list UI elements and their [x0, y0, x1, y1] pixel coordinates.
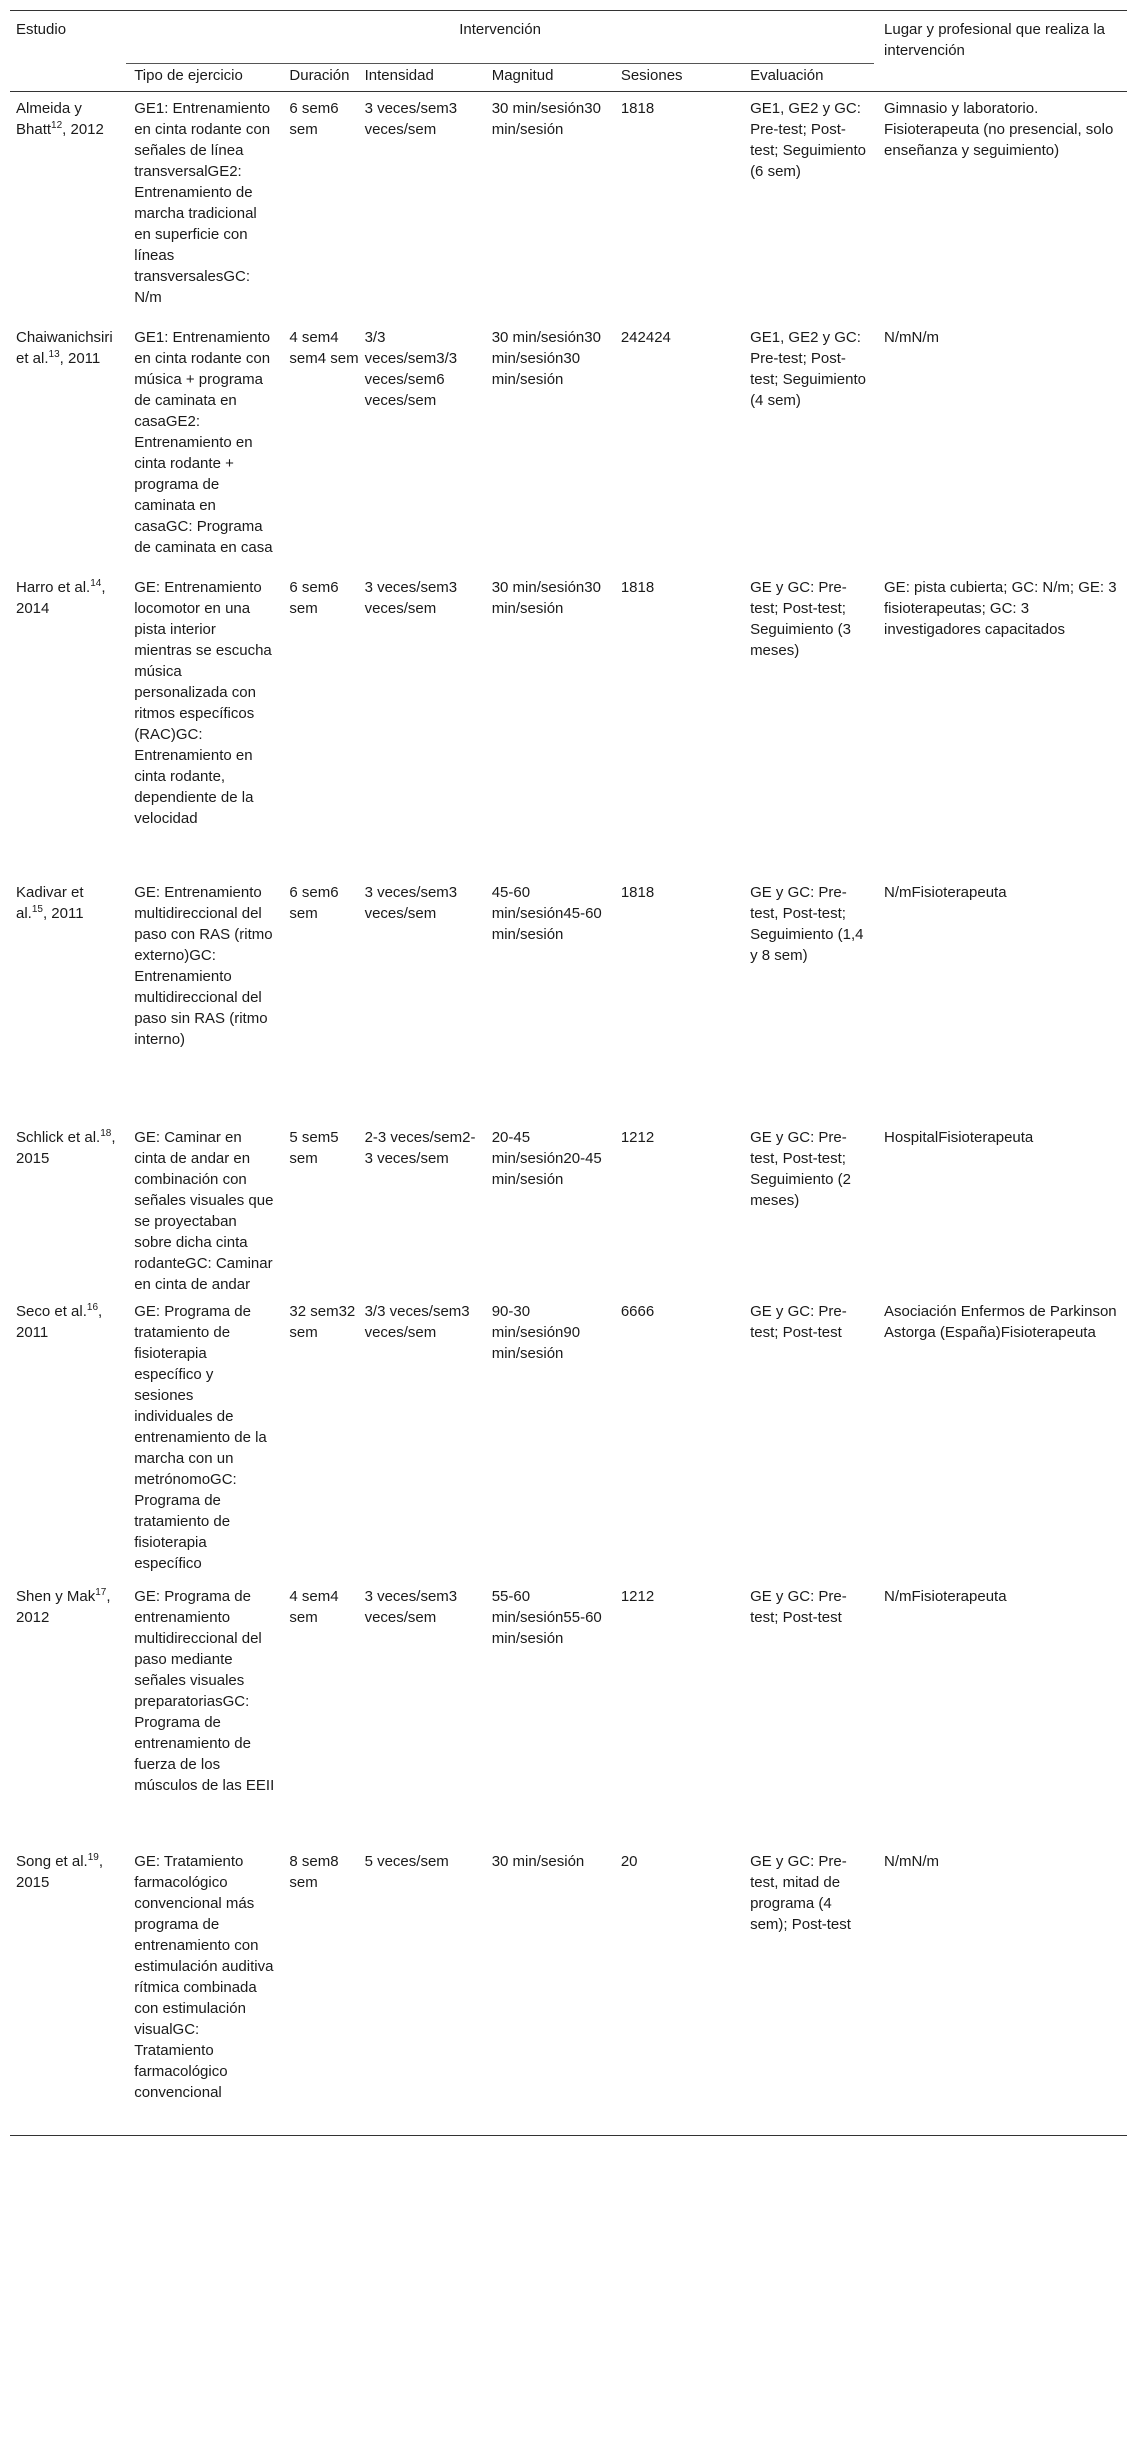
- study-year: , 2011: [16, 1303, 103, 1341]
- cell-intensidad: 3/3 veces/sem3/3 veces/sem6 veces/sem: [364, 329, 458, 409]
- cell-duracion: 32 sem32 sem: [289, 1303, 356, 1341]
- cell-lugar: N/mN/m: [884, 1853, 940, 1870]
- cell-magnitud: 45-60 min/sesión45-60 min/sesión: [491, 884, 602, 943]
- study-year: , 2011: [42, 905, 84, 922]
- cell-duracion: 8 sem8 sem: [289, 1853, 339, 1891]
- cell-evaluacion: GE y GC: Pre-test; Post-test; Seguimiento (3 meses): [750, 579, 851, 659]
- cell-estudio: [10, 1295, 126, 1580]
- table-row: [10, 1580, 1127, 1845]
- cell-magnitud: 20-45 min/sesión20-45 min/sesión: [491, 1129, 602, 1188]
- table-row: [10, 876, 1127, 1121]
- cell-intensidad: 3/3 veces/sem3 veces/sem: [364, 1303, 470, 1341]
- cell-lugar: N/mN/m: [884, 329, 940, 346]
- table-row: [10, 571, 1127, 876]
- study-ref: 14: [90, 578, 102, 589]
- cell-estudio: [10, 321, 126, 571]
- study-year: , 2012: [16, 1588, 111, 1626]
- cell-sesiones: 1212: [620, 1588, 655, 1605]
- table-row: [10, 321, 1127, 571]
- cell-evaluacion: GE y GC: Pre-test, mitad de programa (4 sem); Post-test: [750, 1853, 851, 1933]
- cell-duracion: 6 sem6 sem: [289, 579, 339, 617]
- header-lugar: Lugar y profesional que realiza la intervención: [884, 21, 1105, 59]
- table-row: [10, 91, 1127, 321]
- cell-estudio: [10, 1580, 126, 1845]
- cell-sesiones: 20: [620, 1853, 638, 1870]
- cell-tipo: GE: Entrenamiento locomotor en una pista interior mientras se escucha música personalizada con ritmos específicos (RAC)GC: Entrenamiento en cinta rodante, dependiente de la velocidad: [134, 579, 272, 827]
- cell-intensidad: 2-3 veces/sem2-3 veces/sem: [364, 1129, 476, 1167]
- cell-tipo: GE: Programa de tratamiento de fisioterapia específico y sesiones individuales de entrenamiento de la marcha con un metrónomoGC: Programa de tratamiento de fisioterapia específico: [134, 1303, 267, 1572]
- study-year: , 2014: [16, 579, 106, 617]
- study-ref: 17: [95, 1587, 107, 1598]
- header-magnitud: Magnitud: [491, 66, 554, 84]
- cell-sesiones: 242424: [620, 329, 671, 346]
- study-author: Chaiwanichsiri et al.: [16, 329, 113, 367]
- cell-lugar: HospitalFisioterapeuta: [884, 1129, 1034, 1146]
- cell-sesiones: 6666: [620, 1303, 655, 1320]
- cell-magnitud: 90-30 min/sesión90 min/sesión: [491, 1303, 581, 1362]
- cell-lugar: Gimnasio y laboratorio. Fisioterapeuta (no presencial, solo enseñanza y seguimiento): [884, 99, 1114, 159]
- cell-evaluacion: GE y GC: Pre-test; Post-test: [750, 1588, 847, 1626]
- study-ref: 15: [31, 904, 43, 915]
- cell-sesiones: 1212: [620, 1129, 655, 1146]
- cell-magnitud: 30 min/sesión30 min/sesión: [491, 99, 601, 138]
- cell-duracion: 5 sem5 sem: [289, 1129, 339, 1167]
- cell-duracion: 4 sem4 sem4 sem: [289, 329, 359, 367]
- header-sesiones: Sesiones: [620, 66, 683, 84]
- cell-evaluacion: GE1, GE2 y GC: Pre-test; Post-test; Seguimiento (6 sem): [750, 99, 866, 180]
- header-evaluacion: Evaluación: [750, 66, 824, 84]
- cell-estudio: [10, 571, 126, 876]
- cell-intensidad: 3 veces/sem3 veces/sem: [364, 1588, 458, 1626]
- study-year: , 2012: [62, 120, 104, 138]
- cell-lugar: N/mFisioterapeuta: [884, 884, 1007, 901]
- cell-evaluacion: GE y GC: Pre-test, Post-test; Seguimiento (2 meses): [750, 1129, 851, 1209]
- header-estudio: Estudio: [16, 21, 67, 38]
- intervention-table: [10, 10, 1127, 2136]
- cell-intensidad: 3 veces/sem3 veces/sem: [364, 884, 458, 922]
- cell-tipo: GE: Tratamiento farmacológico convencional más programa de entrenamiento con estimulación auditiva rítmica combinada con estimulación visualGC: Tratamiento farmacológico convencional: [134, 1853, 274, 2101]
- cell-tipo: GE: Entrenamiento multidireccional del paso con RAS (ritmo externo)GC: Entrenamiento multidireccional del paso sin RAS (ritmo interno): [134, 884, 273, 1048]
- table-row: [10, 1295, 1127, 1580]
- cell-tipo: GE1: Entrenamiento en cinta rodante con música + programa de caminata en casaGE2: Entrenamiento en cinta rodante + programa de caminata en casaGC: Programa de caminata en casa: [134, 329, 273, 556]
- study-author: Seco et al.: [16, 1303, 87, 1320]
- study-year: , 2015: [16, 1853, 104, 1891]
- study-year: , 2011: [59, 350, 101, 367]
- cell-intensidad: 5 veces/sem: [364, 1853, 449, 1870]
- cell-lugar: N/mFisioterapeuta: [884, 1588, 1007, 1605]
- header-intensidad: Intensidad: [364, 66, 434, 84]
- cell-intensidad: 3 veces/sem3 veces/sem: [364, 579, 458, 617]
- cell-sesiones: 1818: [620, 99, 655, 117]
- header-duracion: Duración: [289, 66, 350, 84]
- study-year: , 2015: [16, 1129, 116, 1167]
- study-ref: 16: [86, 1302, 99, 1313]
- cell-tipo: GE: Programa de entrenamiento multidireccional del paso mediante señales visuales preparatoriasGC: Programa de entrenamiento de fuerza de los músculos de las EEII: [134, 1588, 275, 1794]
- study-author: Kadivar et al.: [16, 884, 84, 922]
- cell-duracion: 6 sem6 sem: [289, 99, 339, 138]
- cell-estudio: [10, 91, 126, 321]
- table-body: [10, 91, 1127, 2135]
- cell-tipo: GE1: Entrenamiento en cinta rodante con señales de línea transversalGE2: Entrenamiento de marcha tradicional en superficie con líneas transversalesGC: N/m: [134, 99, 271, 306]
- cell-duracion: 6 sem6 sem: [289, 884, 339, 922]
- cell-duracion: 4 sem4 sem: [289, 1588, 339, 1626]
- study-ref: 12: [51, 119, 63, 131]
- study-author: Shen y Mak: [16, 1588, 96, 1605]
- study-ref: 13: [48, 349, 60, 360]
- cell-estudio: [10, 1845, 126, 2135]
- cell-intensidad: 3 veces/sem3 veces/sem: [364, 99, 458, 138]
- cell-lugar: Asociación Enfermos de Parkinson Astorga (España)Fisioterapeuta: [884, 1303, 1117, 1341]
- header-tipo: Tipo de ejercicio: [134, 66, 243, 84]
- cell-evaluacion: GE1, GE2 y GC: Pre-test; Post-test; Seguimiento (4 sem): [750, 329, 866, 409]
- study-ref: 19: [87, 1852, 99, 1863]
- study-author: Song et al.: [16, 1853, 88, 1870]
- cell-tipo: GE: Caminar en cinta de andar en combinación con señales visuales que se proyectaban sobre dicha cinta rodanteGC: Caminar en cinta de andar: [134, 1129, 274, 1293]
- cell-evaluacion: GE y GC: Pre-test; Post-test: [750, 1303, 847, 1341]
- cell-magnitud: 30 min/sesión30 min/sesión30 min/sesión: [491, 329, 601, 388]
- study-author: Almeida y Bhatt: [16, 99, 82, 138]
- header-intervencion: Intervención: [126, 11, 874, 64]
- cell-sesiones: 1818: [620, 884, 655, 901]
- table-row: [10, 1845, 1127, 2135]
- cell-estudio: [10, 876, 126, 1121]
- cell-sesiones: 1818: [620, 579, 655, 596]
- cell-lugar: GE: pista cubierta; GC: N/m; GE: 3 fisioterapeutas; GC: 3 investigadores capacitados: [884, 579, 1117, 638]
- cell-magnitud: 30 min/sesión: [491, 1853, 585, 1870]
- cell-magnitud: 30 min/sesión30 min/sesión: [491, 579, 601, 617]
- study-ref: 18: [100, 1128, 112, 1139]
- study-author: Schlick et al.: [16, 1129, 101, 1146]
- cell-estudio: [10, 1121, 126, 1295]
- study-author: Harro et al.: [16, 579, 91, 596]
- cell-evaluacion: GE y GC: Pre-test, Post-test; Seguimiento (1,4 y 8 sem): [750, 884, 864, 964]
- cell-magnitud: 55-60 min/sesión55-60 min/sesión: [491, 1588, 602, 1647]
- table-row: [10, 1121, 1127, 1295]
